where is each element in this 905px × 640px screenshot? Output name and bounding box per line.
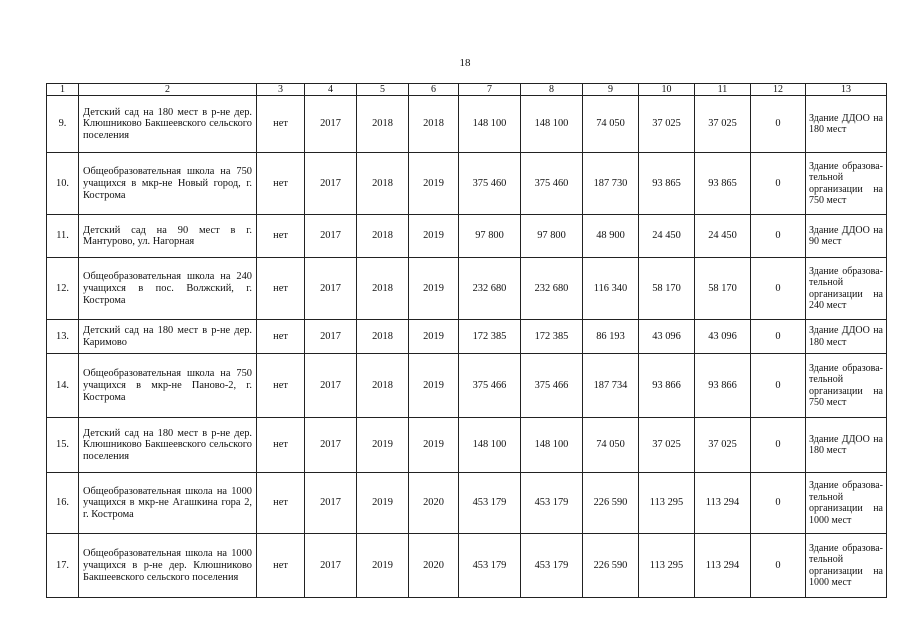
- cell-col6: 2019: [409, 320, 459, 354]
- header-cell: 7: [459, 84, 521, 96]
- cell-col7: 148 100: [459, 418, 521, 473]
- table-row: [47, 320, 887, 354]
- cell-col3: нет: [257, 215, 305, 258]
- table-row: [47, 418, 887, 473]
- cell-col6: 2019: [409, 258, 459, 320]
- cell-col7: 375 466: [459, 354, 521, 418]
- cell-col9: 86 193: [583, 320, 639, 354]
- cell-col11: 93 866: [695, 354, 751, 418]
- object-name: Детский сад на 180 мест в р-не дер. Клюшниково Бакшеевского сельского поселения: [79, 96, 257, 153]
- investment-table: [46, 83, 887, 598]
- header-cell: 6: [409, 84, 459, 96]
- cell-col3: нет: [257, 354, 305, 418]
- cell-col10: 93 866: [639, 354, 695, 418]
- cell-col10: 24 450: [639, 215, 695, 258]
- row-number: 10.: [47, 153, 79, 215]
- header-cell: 1: [47, 84, 79, 96]
- table-row: [47, 153, 887, 215]
- row-number: 13.: [47, 320, 79, 354]
- cell-col8: 453 179: [521, 534, 583, 598]
- cell-col5: 2018: [357, 96, 409, 153]
- cell-col5: 2018: [357, 153, 409, 215]
- result-description: Здание образова- тельной организации на 750 мест: [806, 354, 887, 418]
- table-row: [47, 534, 887, 598]
- cell-col8: 148 100: [521, 418, 583, 473]
- cell-col4: 2017: [305, 258, 357, 320]
- table-row: [47, 258, 887, 320]
- cell-col12: 0: [751, 153, 806, 215]
- cell-col9: 226 590: [583, 534, 639, 598]
- cell-col8: 172 385: [521, 320, 583, 354]
- cell-col12: 0: [751, 418, 806, 473]
- cell-col5: 2018: [357, 320, 409, 354]
- cell-col8: 375 460: [521, 153, 583, 215]
- table-row: [47, 354, 887, 418]
- cell-col4: 2017: [305, 215, 357, 258]
- result-description: Здание образова- тельной организации на 750 мест: [806, 153, 887, 215]
- cell-col10: 93 865: [639, 153, 695, 215]
- cell-col12: 0: [751, 96, 806, 153]
- cell-col4: 2017: [305, 418, 357, 473]
- cell-col11: 113 294: [695, 473, 751, 534]
- cell-col5: 2018: [357, 215, 409, 258]
- cell-col3: нет: [257, 96, 305, 153]
- cell-col6: 2019: [409, 418, 459, 473]
- row-number: 12.: [47, 258, 79, 320]
- cell-col10: 43 096: [639, 320, 695, 354]
- header-cell: 9: [583, 84, 639, 96]
- cell-col4: 2017: [305, 153, 357, 215]
- cell-col5: 2018: [357, 354, 409, 418]
- header-cell: 11: [695, 84, 751, 96]
- object-name: Детский сад на 180 мест в р-не дер. Каримово: [79, 320, 257, 354]
- header-cell: 12: [751, 84, 806, 96]
- cell-col11: 37 025: [695, 418, 751, 473]
- table-row: [47, 473, 887, 534]
- result-description: Здание ДДОО на 90 мест: [806, 215, 887, 258]
- cell-col8: 453 179: [521, 473, 583, 534]
- cell-col12: 0: [751, 320, 806, 354]
- cell-col6: 2020: [409, 534, 459, 598]
- cell-col9: 48 900: [583, 215, 639, 258]
- table-body: [47, 84, 887, 598]
- cell-col3: нет: [257, 153, 305, 215]
- header-cell: 8: [521, 84, 583, 96]
- cell-col8: 375 466: [521, 354, 583, 418]
- cell-col9: 74 050: [583, 96, 639, 153]
- cell-col3: нет: [257, 320, 305, 354]
- object-name: Общеобразовательная школа на 750 учащихся в мкр-не Паново-2, г. Кострома: [79, 354, 257, 418]
- cell-col6: 2020: [409, 473, 459, 534]
- cell-col6: 2018: [409, 96, 459, 153]
- table-row: [47, 96, 887, 153]
- header-cell: 10: [639, 84, 695, 96]
- cell-col7: 232 680: [459, 258, 521, 320]
- cell-col4: 2017: [305, 320, 357, 354]
- cell-col4: 2017: [305, 354, 357, 418]
- header-row: [47, 84, 887, 96]
- cell-col3: нет: [257, 534, 305, 598]
- cell-col7: 148 100: [459, 96, 521, 153]
- row-number: 9.: [47, 96, 79, 153]
- row-number: 15.: [47, 418, 79, 473]
- result-description: Здание ДДОО на 180 мест: [806, 418, 887, 473]
- cell-col10: 37 025: [639, 96, 695, 153]
- result-description: Здание ДДОО на 180 мест: [806, 96, 887, 153]
- cell-col3: нет: [257, 473, 305, 534]
- object-name: Общеобразовательная школа на 240 учащихся в пос. Волжский, г. Кострома: [79, 258, 257, 320]
- cell-col5: 2019: [357, 418, 409, 473]
- cell-col11: 113 294: [695, 534, 751, 598]
- row-number: 11.: [47, 215, 79, 258]
- cell-col12: 0: [751, 354, 806, 418]
- object-name: Общеобразовательная школа на 1000 учащихся в мкр-не Агашкина гора 2, г. Кострома: [79, 473, 257, 534]
- cell-col8: 97 800: [521, 215, 583, 258]
- cell-col7: 172 385: [459, 320, 521, 354]
- cell-col9: 116 340: [583, 258, 639, 320]
- cell-col10: 37 025: [639, 418, 695, 473]
- cell-col11: 24 450: [695, 215, 751, 258]
- cell-col11: 37 025: [695, 96, 751, 153]
- result-description: Здание образова- тельной организации на 1000 мест: [806, 534, 887, 598]
- cell-col10: 113 295: [639, 534, 695, 598]
- page-number: 18: [459, 57, 471, 69]
- cell-col11: 93 865: [695, 153, 751, 215]
- cell-col7: 453 179: [459, 473, 521, 534]
- cell-col5: 2019: [357, 473, 409, 534]
- cell-col12: 0: [751, 473, 806, 534]
- cell-col4: 2017: [305, 534, 357, 598]
- header-cell: 13: [806, 84, 887, 96]
- cell-col4: 2017: [305, 96, 357, 153]
- header-cell: 3: [257, 84, 305, 96]
- object-name: Детский сад на 180 мест в р-не дер. Клюшниково Бакшеевского сельского поселения: [79, 418, 257, 473]
- row-number: 14.: [47, 354, 79, 418]
- cell-col6: 2019: [409, 215, 459, 258]
- cell-col12: 0: [751, 215, 806, 258]
- table-row: [47, 215, 887, 258]
- cell-col6: 2019: [409, 354, 459, 418]
- cell-col3: нет: [257, 418, 305, 473]
- object-name: Общеобразовательная школа на 750 учащихся в мкр-не Новый город, г. Кострома: [79, 153, 257, 215]
- cell-col5: 2019: [357, 534, 409, 598]
- cell-col8: 232 680: [521, 258, 583, 320]
- cell-col6: 2019: [409, 153, 459, 215]
- cell-col11: 43 096: [695, 320, 751, 354]
- header-cell: 5: [357, 84, 409, 96]
- cell-col9: 187 734: [583, 354, 639, 418]
- row-number: 17.: [47, 534, 79, 598]
- object-name: Детский сад на 90 мест в г. Мантурово, ул. Нагорная: [79, 215, 257, 258]
- header-cell: 2: [79, 84, 257, 96]
- cell-col11: 58 170: [695, 258, 751, 320]
- result-description: Здание образова- тельной организации на 240 мест: [806, 258, 887, 320]
- result-description: Здание образова- тельной организации на 1000 мест: [806, 473, 887, 534]
- cell-col10: 113 295: [639, 473, 695, 534]
- cell-col3: нет: [257, 258, 305, 320]
- cell-col7: 97 800: [459, 215, 521, 258]
- cell-col8: 148 100: [521, 96, 583, 153]
- row-number: 16.: [47, 473, 79, 534]
- cell-col9: 226 590: [583, 473, 639, 534]
- cell-col5: 2018: [357, 258, 409, 320]
- cell-col9: 187 730: [583, 153, 639, 215]
- cell-col10: 58 170: [639, 258, 695, 320]
- object-name: Общеобразовательная школа на 1000 учащихся в р-не дер. Клюшниково Бакшеевского сельского поселения: [79, 534, 257, 598]
- cell-col12: 0: [751, 258, 806, 320]
- cell-col4: 2017: [305, 473, 357, 534]
- cell-col7: 453 179: [459, 534, 521, 598]
- cell-col9: 74 050: [583, 418, 639, 473]
- result-description: Здание ДДОО на 180 мест: [806, 320, 887, 354]
- header-cell: 4: [305, 84, 357, 96]
- cell-col7: 375 460: [459, 153, 521, 215]
- cell-col12: 0: [751, 534, 806, 598]
